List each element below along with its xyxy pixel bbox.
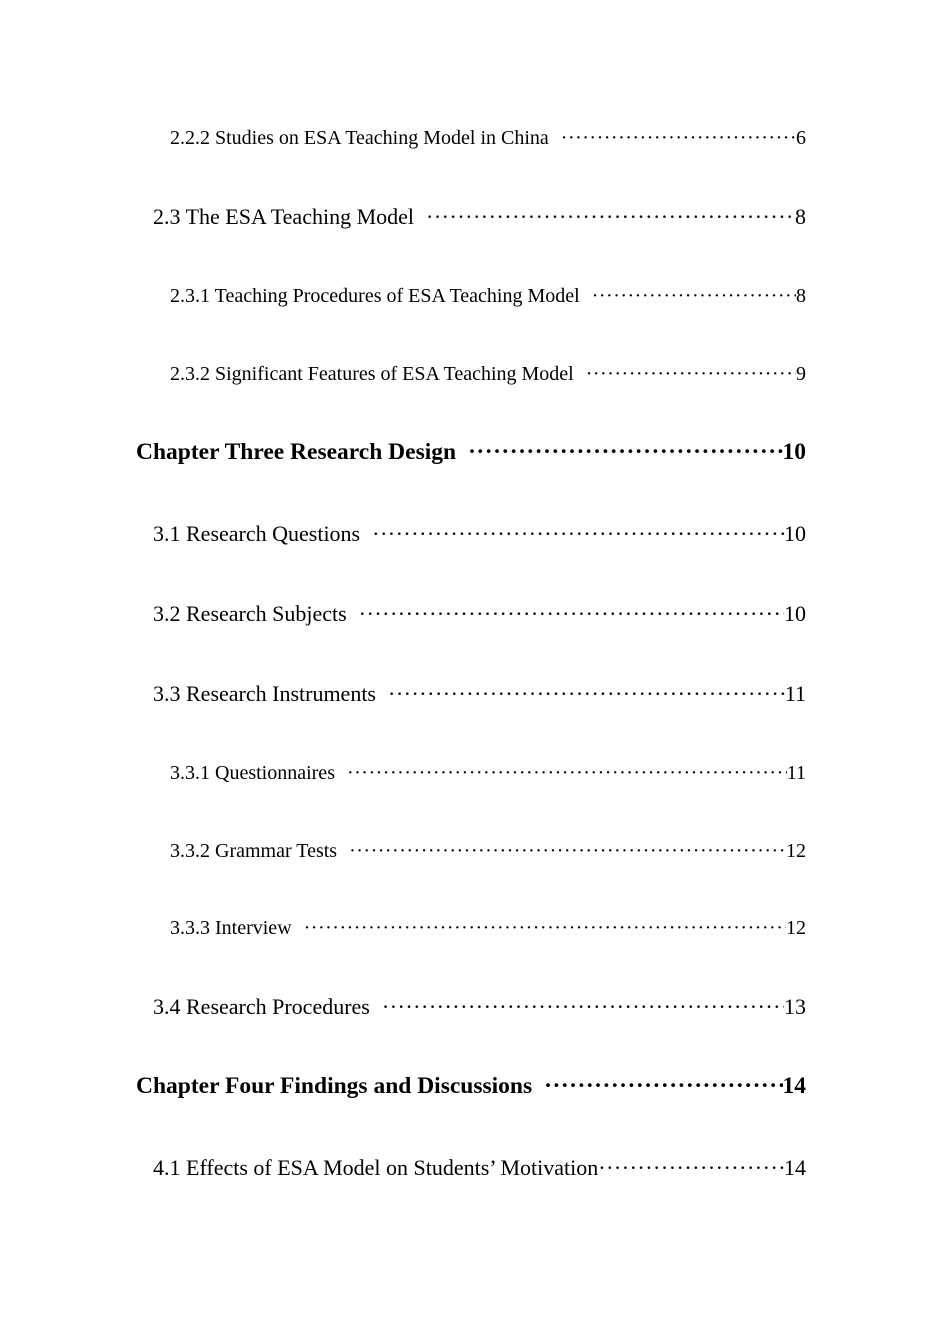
dot-leader (561, 127, 796, 150)
toc-entry-page: 10 (782, 439, 806, 465)
toc-chapter-entry[interactable] (136, 1073, 806, 1100)
toc-entry-page: 14 (782, 1073, 806, 1099)
toc-entry[interactable] (170, 127, 806, 150)
dot-leader (349, 840, 786, 863)
toc-entry-page: 14 (784, 1155, 806, 1180)
toc-entry[interactable] (153, 601, 806, 627)
toc-chapter-entry[interactable] (136, 439, 806, 466)
dot-leader (586, 363, 796, 386)
toc-entry-title: 3.3.1 Questionnaires (170, 762, 335, 784)
toc-entry-title: 2.3.2 Significant Features of ESA Teaching Model (170, 363, 574, 385)
toc-entry-page: 8 (796, 285, 806, 307)
toc-entry-title: 3.3 Research Instruments (153, 681, 376, 706)
toc-entry-page: 9 (796, 363, 806, 385)
toc-entry-page: 11 (784, 681, 806, 706)
toc-entry[interactable] (170, 762, 806, 785)
toc-entry-title: 3.3.2 Grammar Tests (170, 840, 338, 862)
toc-entry-page: 8 (795, 204, 806, 229)
toc-entry-title: Chapter Three Research Design (136, 439, 457, 465)
toc-entry[interactable] (153, 204, 806, 230)
dot-leader (426, 204, 795, 230)
toc-entry[interactable] (170, 840, 806, 863)
toc-entry-page: 10 (784, 601, 806, 626)
dot-leader (372, 521, 784, 547)
toc-entry-title: 3.3.3 Interview (170, 917, 292, 939)
dot-leader (544, 1073, 782, 1100)
toc-entry-title: 2.3 The ESA Teaching Model (153, 204, 415, 229)
dot-leader (359, 601, 784, 627)
toc-entry-title: 2.2.2 Studies on ESA Teaching Model in China (170, 127, 549, 149)
dot-leader (347, 762, 787, 785)
toc-entry-page: 6 (796, 127, 806, 149)
toc-entry-title: 3.1 Research Questions (153, 521, 361, 546)
dot-leader (598, 1155, 784, 1181)
toc-entry-title: 2.3.1 Teaching Procedures of ESA Teaching Model (170, 285, 580, 307)
toc-entry-title: 3.4 Research Procedures (153, 994, 370, 1019)
toc-entry[interactable] (153, 994, 806, 1020)
toc-entry-page: 11 (786, 762, 806, 784)
toc-entry-page: 12 (786, 840, 806, 862)
toc-entry-title: 4.1 Effects of ESA Model on Students’ Motivation (153, 1155, 599, 1180)
toc-entry[interactable] (170, 363, 806, 386)
dot-leader (382, 994, 784, 1020)
toc-entry-page: 10 (784, 521, 806, 546)
toc-entry-title: 3.2 Research Subjects (153, 601, 347, 626)
dot-leader (388, 681, 785, 707)
toc-entry-title: Chapter Four Findings and Discussions (136, 1073, 533, 1099)
toc-entry[interactable] (153, 1155, 806, 1181)
toc-entry[interactable] (153, 521, 806, 547)
dot-leader (468, 439, 782, 466)
toc-entry-page: 12 (786, 917, 806, 939)
toc-entry[interactable] (170, 917, 806, 940)
toc-entry[interactable] (153, 681, 806, 707)
dot-leader (304, 917, 786, 940)
toc-entry-page: 13 (784, 994, 806, 1019)
toc-entry[interactable] (170, 285, 806, 308)
dot-leader (592, 285, 796, 308)
